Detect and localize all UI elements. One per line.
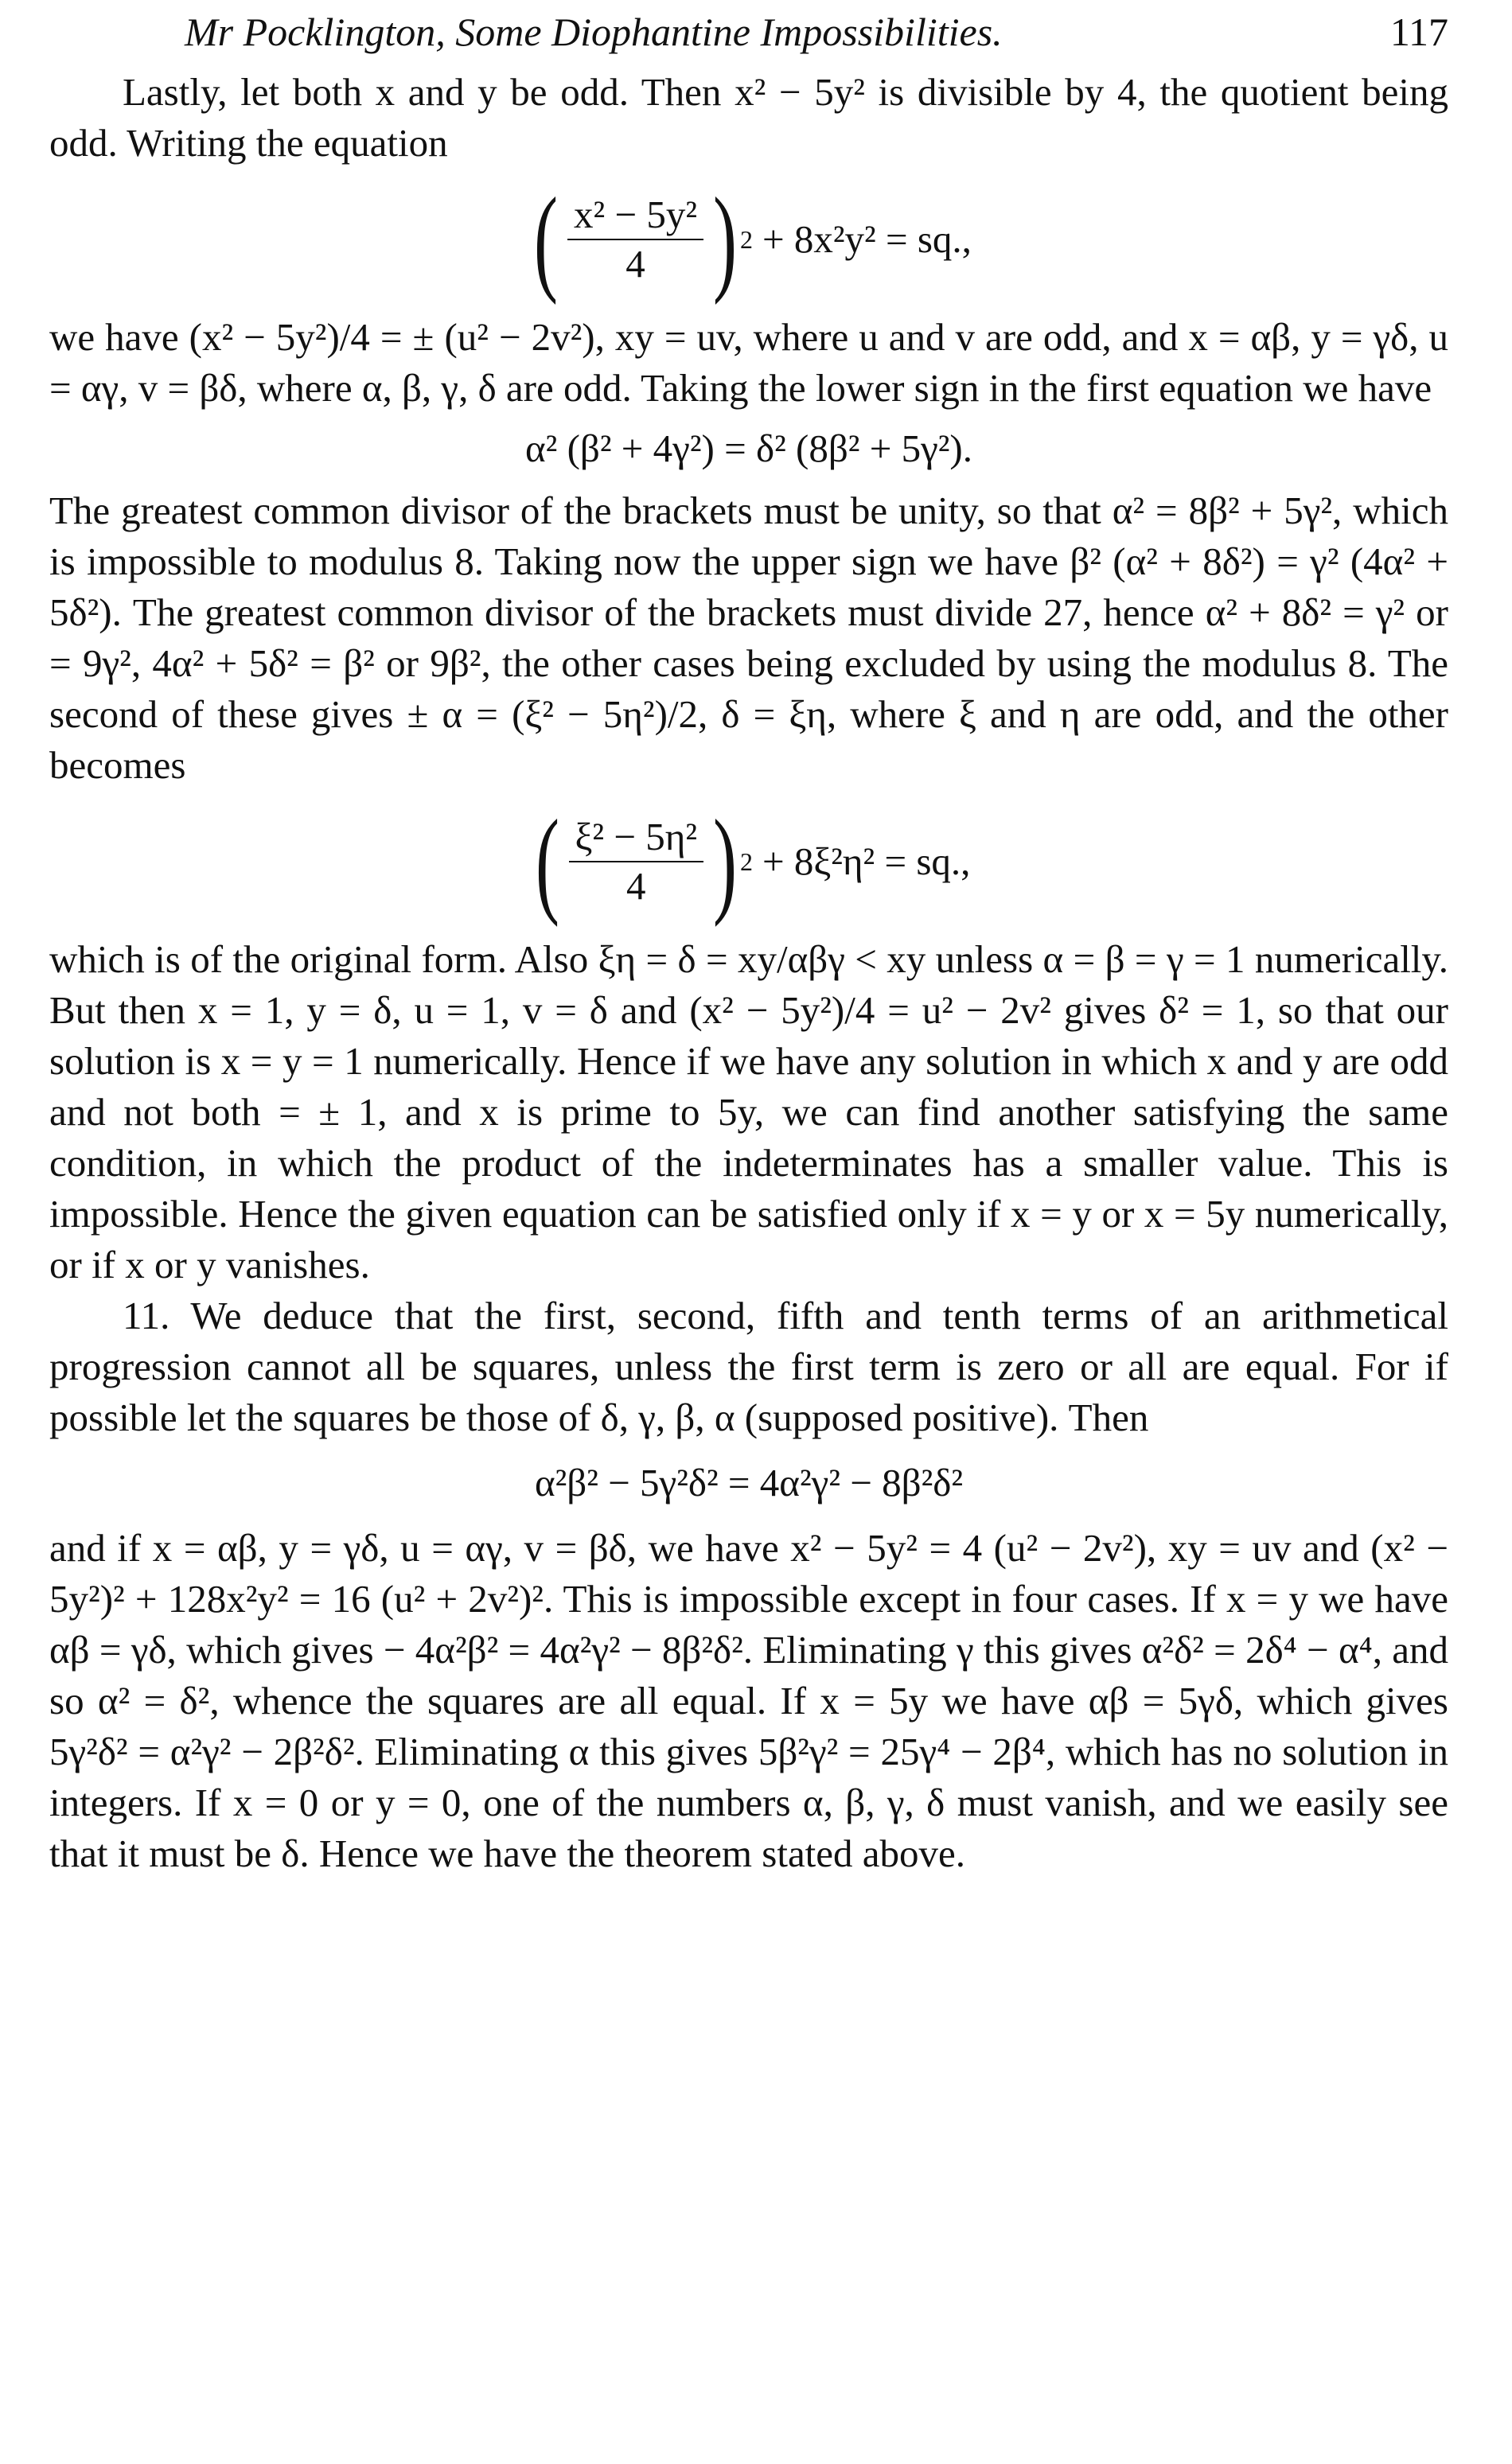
paragraph-4: which is of the original form. Also ξη = δ = xy/αβγ < xy unless α = β = γ = 1 numerically. But then x = 1, y = δ, u = 1, v = δ and (x² − 5y²)/4 = u² − 2v² gives δ² = 1, so that our solution is x = y = 1 numerically. Hence if we have any solution in which x and y are odd and not both = ± 1, and x is prime to 5y, we can find another satisfying the same condition, in which the product of the indeterminates has a smaller value. This is impossible. Hence the given equation can be satisfied only if x = y or x = 5y numerically, or if x or y vanishes. bbox=[49, 937, 1448, 1286]
eq3-denominator: 4 bbox=[626, 864, 646, 908]
eq1-denominator: 4 bbox=[625, 242, 645, 286]
paragraph-5: 11. We deduce that the first, second, fifth and tenth terms of an arithmetical progression cannot all be squares, unless the first term is zero or all are equal. For if possible let the squares be those of δ, γ, β, α (supposed positive). Then bbox=[49, 1294, 1448, 1439]
running-header bbox=[49, 6, 1448, 67]
equation-2: α² (β² + 4γ²) = δ² (8β² + 5γ²). bbox=[525, 426, 972, 470]
eq1-rest: + 8x²y² = sq., bbox=[762, 217, 972, 261]
equation-1: ( $\frac{\text{x² − 5y²}}{4}$ ) 2 + 8x²y² = sq., bbox=[534, 173, 972, 306]
eq3-rest: + 8ξ²η² = sq., bbox=[762, 839, 971, 883]
running-title: Mr Pocklington, Some Diophantine Impossibilities. bbox=[185, 10, 1003, 54]
equation-3: ( $\frac{\text{ξ² − 5η²}}{4}$ ) 2 + 8ξ²η² = sq., bbox=[535, 796, 971, 928]
paragraph-3: The greatest common divisor of the brackets must be unity, so that α² = 8β² + 5γ², which is impossible to modulus 8. Taking now the upper sign we have β² (α² + 8δ²) = γ² (4α² + 5δ²). The greatest common divisor of the brackets must divide 27, hence α² + 8δ² = γ² or = 9γ², 4α² + 5δ² = β² or 9β², the other cases being excluded by using the modulus 8. The second of these gives ± α = (ξ² − 5η²)/2, δ = ξη, where ξ and η are odd, and the other becomes bbox=[49, 489, 1448, 787]
eq1-exponent: 2 bbox=[739, 225, 753, 254]
paragraph-6: and if x = αβ, y = γδ, u = αγ, v = βδ, we have x² − 5y² = 4 (u² − 2v²), xy = uv and (x² − 5y²)² + 128x²y² = 16 (u² + 2v²)². This is impossible except in four cases. If x = y we have αβ = γδ, which gives − 4α²β² = 4α²γ² − 8β²δ². Eliminating γ this gives α²δ² = 2δ⁴ − α⁴, and so α² = δ², whence the squares are all equal. If x = 5y we have αβ = 5γδ, which gives 5γ²δ² = α²γ² − 2β²δ². Eliminating α this gives 5β²γ² = 25γ⁴ − 2β⁴, which has no solution in integers. If x = 0 or y = 0, one of the numbers α, β, γ, δ must vanish, and we easily see that it must be δ. Hence we have the theorem stated above. bbox=[49, 1526, 1448, 1875]
eq1-numerator: x² − 5y² bbox=[567, 191, 703, 240]
page-number: 117 bbox=[1389, 10, 1448, 54]
paragraph-1: Lastly, let both x and y be odd. Then x² − 5y² is divisible by 4, the quotient being odd. Writing the equation bbox=[49, 70, 1448, 165]
eq3-exponent: 2 bbox=[739, 847, 753, 876]
eq3-numerator: ξ² − 5η² bbox=[569, 813, 703, 862]
paragraph-2: we have (x² − 5y²)/4 = ± (u² − 2v²), xy = uv, where u and v are odd, and x = αβ, y = γδ, u = αγ, v = βδ, where α, β, γ, δ are odd. Taking the lower sign in the first equation we have bbox=[49, 315, 1448, 410]
equation-4: α²β² − 5γ²δ² = 4α²γ² − 8β²δ² bbox=[534, 1461, 964, 1504]
